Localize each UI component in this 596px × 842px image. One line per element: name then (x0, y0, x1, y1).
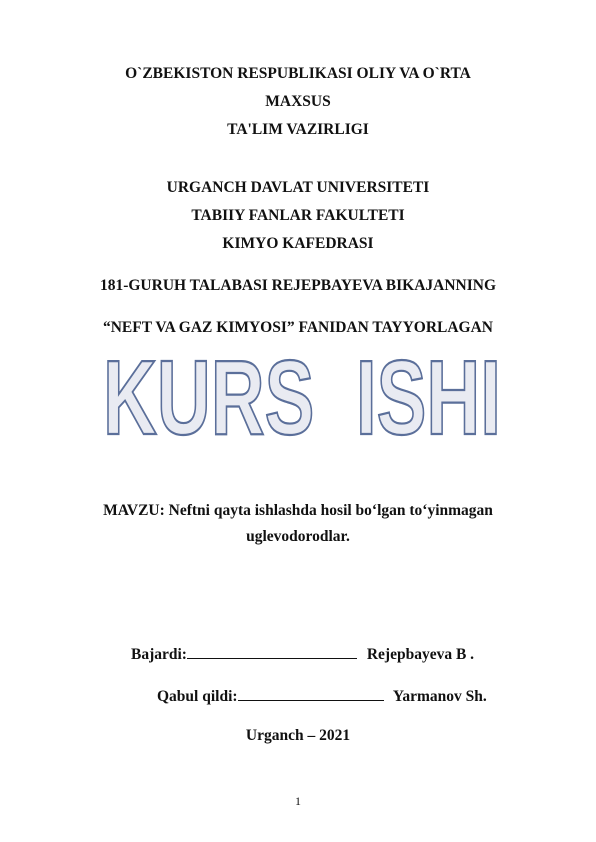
kurs-ishi-wordart (0, 350, 596, 450)
student-line: 181-GURUH TALABASI REJEPBAYEVA BIKAJANNING (99, 277, 497, 294)
page-number: 1 (295, 794, 301, 808)
done-by-label: Bajardi: (131, 646, 187, 663)
ministry-line-1: O`ZBEKISTON RESPUBLIKASI OLIY VA O`RTA (125, 65, 471, 82)
subject-line: “NEFT VA GAZ KIMYOSI” FANIDAN TAYYORLAGAN (102, 319, 493, 336)
done-by-signature-line (187, 644, 357, 659)
place-year: Urganch – 2021 (245, 727, 351, 744)
done-by-name: Rejepbayeva B . (366, 646, 475, 663)
accepted-by-name: Yarmanov Sh. (392, 688, 487, 705)
university-name: URGANCH DAVLAT UNIVERSITETI (166, 179, 430, 196)
accepted-by-label: Qabul qildi: (157, 688, 238, 705)
topic-line-1: MAVZU: Neftni qayta ishlashda hosil bo‘lgan to‘yinmagan (103, 502, 493, 519)
faculty-name: TABIIY FANLAR FAKULTETI (191, 207, 405, 224)
kurs-ishi-title: KURS ISHI (103, 350, 501, 450)
accepted-by-signature-line (238, 686, 384, 701)
ministry-line-2: MAXSUS (265, 93, 331, 110)
done-by-row (131, 644, 474, 665)
accepted-by-row (157, 686, 487, 707)
ministry-line-3: TA'LIM VAZIRLIGI (227, 121, 369, 138)
department-name: KIMYO KAFEDRASI (222, 235, 374, 252)
topic-line-2: uglevodorodlar. (246, 528, 350, 545)
